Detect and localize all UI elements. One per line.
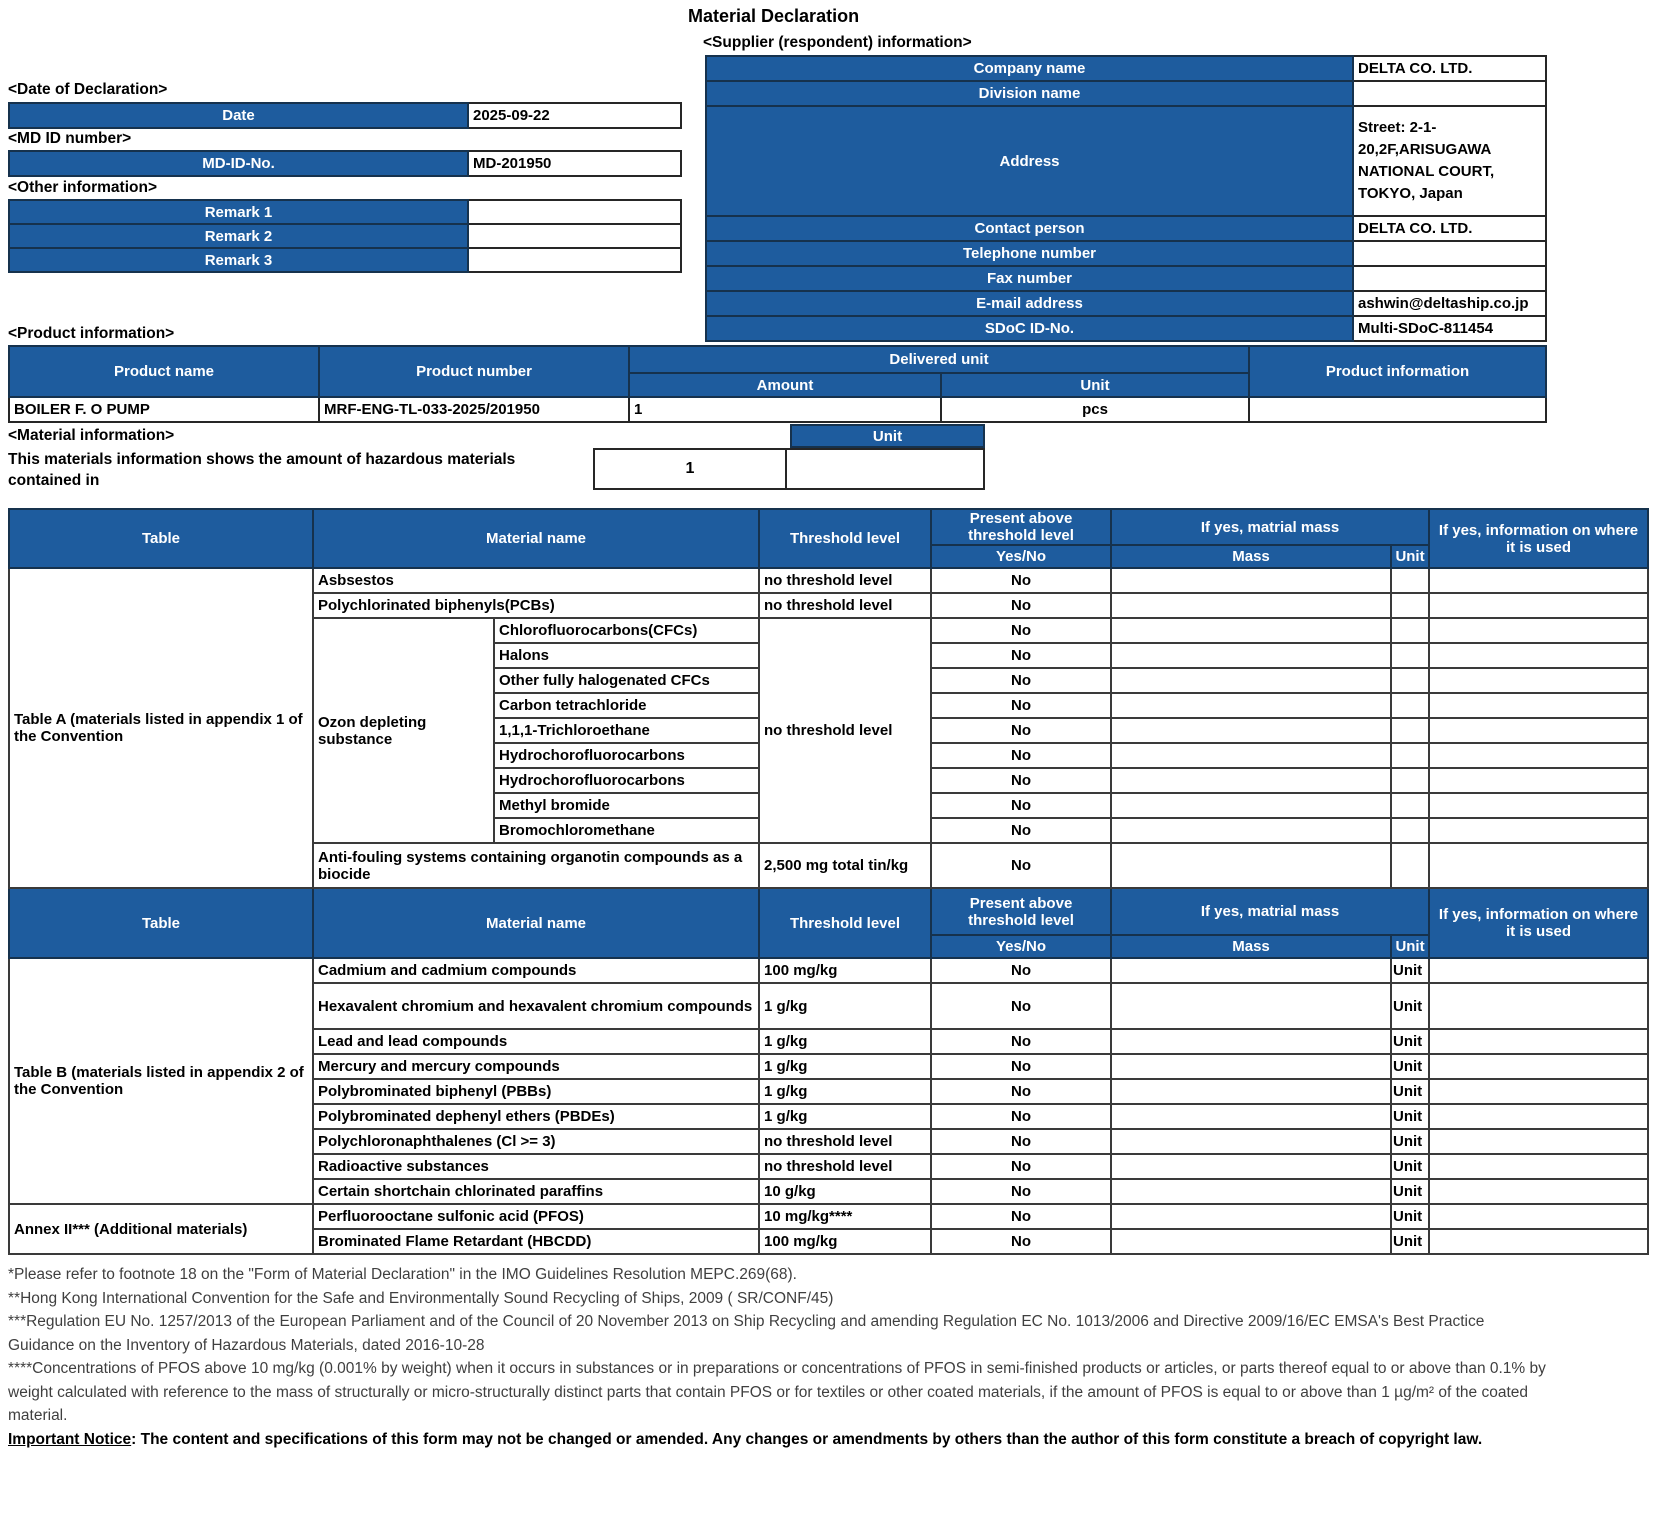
unit-cell[interactable]: Unit <box>1391 1029 1429 1054</box>
supplier-section-label: <Supplier (respondent) information> <box>703 34 972 51</box>
info-cell[interactable] <box>1429 1154 1648 1179</box>
table-row <box>9 568 1648 593</box>
unit-cell[interactable] <box>1391 618 1429 643</box>
material-name: Hydrochorofluorocarbons <box>494 768 759 793</box>
remark2-label: Remark 2 <box>9 224 468 248</box>
col-header-ifyes-info: If yes, information on where it is used <box>1429 509 1648 568</box>
annex-label: Annex II*** (Additional materials) <box>9 1204 313 1254</box>
mass-cell[interactable] <box>1111 1029 1391 1054</box>
yesno-cell[interactable]: No <box>931 618 1111 643</box>
remark1-label: Remark 1 <box>9 200 468 224</box>
yesno-cell[interactable]: No <box>931 1104 1111 1129</box>
col-header-material-name: Material name <box>313 888 759 958</box>
threshold: 2,500 mg total tin/kg <box>759 843 931 888</box>
info-cell[interactable] <box>1429 618 1648 643</box>
supplier-label-division: Division name <box>706 81 1353 106</box>
supplier-label-contact: Contact person <box>706 216 1353 241</box>
yesno-cell[interactable]: No <box>931 843 1111 888</box>
md-section-label: <MD ID number> <box>8 130 132 147</box>
mass-cell[interactable] <box>1111 618 1391 643</box>
supplier-value-address[interactable]: Street: 2-1-20,2F,ARISUGAWA NATIONAL COURT, TOKYO, Japan <box>1353 106 1546 216</box>
material-unit-header: Unit <box>790 424 985 448</box>
material-name: Asbsestos <box>313 568 759 593</box>
amount-header: Amount <box>629 373 941 397</box>
threshold: no threshold level <box>759 1154 931 1179</box>
mass-cell[interactable] <box>1111 793 1391 818</box>
supplier-label-telephone: Telephone number <box>706 241 1353 266</box>
supplier-label-sdoc: SDoC ID-No. <box>706 316 1353 341</box>
material-name: Brominated Flame Retardant (HBCDD) <box>313 1229 759 1254</box>
supplier-value-telephone[interactable] <box>1353 241 1546 266</box>
mass-cell[interactable] <box>1111 593 1391 618</box>
supplier-value-contact[interactable]: DELTA CO. LTD. <box>1353 216 1546 241</box>
table-b-label: Table B (materials listed in appendix 2 of the Convention <box>9 958 313 1204</box>
unit-cell[interactable] <box>1391 593 1429 618</box>
important-notice-label: Important Notice <box>8 1430 132 1448</box>
material-name: Perfluorooctane sulfonic acid (PFOS) <box>313 1204 759 1229</box>
info-cell[interactable] <box>1429 958 1648 983</box>
product-number-header: Product number <box>319 346 629 397</box>
material-name: 1,1,1-Trichloroethane <box>494 718 759 743</box>
threshold: no threshold level <box>759 1129 931 1154</box>
material-name: Hexavalent chromium and hexavalent chromium compounds <box>313 983 759 1029</box>
yesno-cell[interactable]: No <box>931 668 1111 693</box>
info-cell[interactable] <box>1429 743 1648 768</box>
info-cell[interactable] <box>1429 1229 1648 1254</box>
material-table <box>8 508 1649 1255</box>
unit-cell[interactable] <box>1391 768 1429 793</box>
yesno-cell[interactable]: No <box>931 1054 1111 1079</box>
mass-cell[interactable] <box>1111 768 1391 793</box>
unit-cell[interactable]: Unit <box>1391 1079 1429 1104</box>
col-header-material-name: Material name <box>313 509 759 568</box>
product-table <box>8 345 1547 423</box>
yesno-cell[interactable]: No <box>931 958 1111 983</box>
product-name-value[interactable]: BOILER F. O PUMP <box>9 397 319 422</box>
footnotes <box>8 1263 1548 1451</box>
col-header-mass: Mass <box>1111 935 1391 958</box>
unit-cell[interactable] <box>1391 793 1429 818</box>
table-row <box>9 1204 1648 1229</box>
unit-cell[interactable] <box>1391 743 1429 768</box>
footnote-3: ***Regulation EU No. 1257/2013 of the European Parliament and of the Council of 20 November 2013 on Ship Recycling and amending Regulation EC No. 1013/2006 and Directive 2009/16/EC EMSA's Best Practice Guidance on the Inventory of Hazardous Materials, dated 2016-10-28 <box>8 1313 1485 1354</box>
unit-cell[interactable] <box>1391 643 1429 668</box>
material-name: Carbon tetrachloride <box>494 693 759 718</box>
col-header-table: Table <box>9 888 313 958</box>
yesno-cell[interactable]: No <box>931 818 1111 843</box>
supplier-value-fax[interactable] <box>1353 266 1546 291</box>
yesno-cell[interactable]: No <box>931 1029 1111 1054</box>
unit-cell[interactable]: Unit <box>1391 958 1429 983</box>
col-header-ifyes-mass: If yes, matrial mass <box>1111 509 1429 545</box>
threshold: 10 mg/kg**** <box>759 1204 931 1229</box>
unit-cell[interactable] <box>1391 668 1429 693</box>
info-cell[interactable] <box>1429 843 1648 888</box>
yesno-cell[interactable]: No <box>931 693 1111 718</box>
threshold: 100 mg/kg <box>759 1229 931 1254</box>
mass-cell[interactable] <box>1111 983 1391 1029</box>
date-label: Date <box>9 103 468 128</box>
date-section-label: <Date of Declaration> <box>8 81 168 98</box>
product-number-value[interactable]: MRF-ENG-TL-033-2025/201950 <box>319 397 629 422</box>
unit-cell[interactable]: Unit <box>1391 1104 1429 1129</box>
product-info-value[interactable] <box>1249 397 1546 422</box>
unit-cell[interactable]: Unit <box>1391 1054 1429 1079</box>
yesno-cell[interactable]: No <box>931 643 1111 668</box>
col-header-table: Table <box>9 509 313 568</box>
info-cell[interactable] <box>1429 768 1648 793</box>
threshold: no threshold level <box>759 618 931 843</box>
threshold: no threshold level <box>759 568 931 593</box>
yesno-cell[interactable]: No <box>931 1204 1111 1229</box>
col-header-ifyes-info: If yes, information on where it is used <box>1429 888 1648 958</box>
threshold: 1 g/kg <box>759 1054 931 1079</box>
md-label: MD-ID-No. <box>9 151 468 176</box>
mass-cell[interactable] <box>1111 1129 1391 1154</box>
footnote-2: **Hong Kong International Convention for the Safe and Environmentally Sound Recycling of Ships, 2009 ( SR/CONF/45) <box>8 1289 834 1307</box>
material-name: Other fully halogenated CFCs <box>494 668 759 693</box>
important-notice <box>8 1428 1548 1452</box>
table-a-label: Table A (materials listed in appendix 1 of the Convention <box>9 568 313 888</box>
info-cell[interactable] <box>1429 1054 1648 1079</box>
unit-cell[interactable] <box>1391 693 1429 718</box>
mass-cell[interactable] <box>1111 668 1391 693</box>
ozone-group-label: Ozon depleting substance <box>313 618 494 843</box>
unit-cell[interactable]: Unit <box>1391 1204 1429 1229</box>
mass-cell[interactable] <box>1111 1154 1391 1179</box>
yesno-cell[interactable]: No <box>931 1079 1111 1104</box>
material-name: Chlorofluorocarbons(CFCs) <box>494 618 759 643</box>
col-header-unit: Unit <box>1391 935 1429 958</box>
mass-cell[interactable] <box>1111 1104 1391 1129</box>
page-title: Material Declaration <box>688 6 860 26</box>
info-cell[interactable] <box>1429 593 1648 618</box>
yesno-cell[interactable]: No <box>931 768 1111 793</box>
supplier-table <box>705 55 1547 342</box>
mass-cell[interactable] <box>1111 693 1391 718</box>
threshold: 1 g/kg <box>759 983 931 1029</box>
yesno-cell[interactable]: No <box>931 593 1111 618</box>
delivered-unit-header: Delivered unit <box>629 346 1249 373</box>
date-value[interactable]: 2025-09-22 <box>468 103 681 128</box>
threshold: 1 g/kg <box>759 1029 931 1054</box>
product-unit-value[interactable]: pcs <box>941 397 1249 422</box>
yesno-cell[interactable]: No <box>931 983 1111 1029</box>
supplier-value-company[interactable]: DELTA CO. LTD. <box>1353 56 1546 81</box>
supplier-label-address: Address <box>706 106 1353 216</box>
product-section-label: <Product information> <box>8 325 175 342</box>
yesno-cell[interactable]: No <box>931 1154 1111 1179</box>
yesno-cell[interactable]: No <box>931 1179 1111 1204</box>
material-name: Polybrominated biphenyl (PBBs) <box>313 1079 759 1104</box>
material-name: Polychloronaphthalenes (Cl >= 3) <box>313 1129 759 1154</box>
col-header-mass: Mass <box>1111 545 1391 568</box>
threshold: 100 mg/kg <box>759 958 931 983</box>
footnote-4: ****Concentrations of PFOS above 10 mg/kg (0.001% by weight) when it occurs in substances or in preparations or concentrations of PFOS in semi-finished products or articles, or parts thereof equal to or above than 0.1% by weight calculated with reference to the mass of structurally or micro-structurally distinct parts that contain PFOS or for textiles or other coated materials, if the amount of PFOS is equal to or above than 1 µg/m² of the coated material. <box>8 1360 1546 1424</box>
remark2-value[interactable] <box>468 224 681 248</box>
mass-cell[interactable] <box>1111 1054 1391 1079</box>
info-cell[interactable] <box>1429 693 1648 718</box>
info-cell[interactable] <box>1429 983 1648 1029</box>
mass-cell[interactable] <box>1111 1179 1391 1204</box>
material-name: Methyl bromide <box>494 793 759 818</box>
material-name: Halons <box>494 643 759 668</box>
remark3-label: Remark 3 <box>9 248 468 272</box>
mass-cell[interactable] <box>1111 958 1391 983</box>
material-name: Lead and lead compounds <box>313 1029 759 1054</box>
supplier-value-sdoc[interactable]: Multi-SDoC-811454 <box>1353 316 1546 341</box>
supplier-value-email[interactable]: ashwin@deltaship.co.jp <box>1353 291 1546 316</box>
material-name: Mercury and mercury compounds <box>313 1054 759 1079</box>
yesno-cell[interactable]: No <box>931 793 1111 818</box>
col-header-present: Present above threshold level <box>931 888 1111 935</box>
material-table-wrap <box>8 508 1649 1451</box>
supplier-label-email: E-mail address <box>706 291 1353 316</box>
unit-cell[interactable] <box>1391 568 1429 593</box>
unit-cell[interactable]: Unit <box>1391 983 1429 1029</box>
unit-cell[interactable]: Unit <box>1391 1179 1429 1204</box>
info-cell[interactable] <box>1429 1204 1648 1229</box>
important-notice-text: : The content and specifications of this form may not be changed or amended. Any changes or amendments by others than the author of this form constitute a breach of copyright law. <box>131 1430 1483 1448</box>
material-name: Certain shortchain chlorinated paraffins <box>313 1179 759 1204</box>
unit-cell[interactable] <box>1391 843 1429 888</box>
material-name: Cadmium and cadmium compounds <box>313 958 759 983</box>
material-name: Polychlorinated biphenyls(PCBs) <box>313 593 759 618</box>
info-cell[interactable] <box>1429 1129 1648 1154</box>
material-name: Bromochloromethane <box>494 818 759 843</box>
col-header-threshold: Threshold level <box>759 509 931 568</box>
unit-cell[interactable]: Unit <box>1391 1154 1429 1179</box>
table-row <box>9 958 1648 983</box>
unit-cell[interactable] <box>1391 818 1429 843</box>
remark1-value[interactable] <box>468 200 681 224</box>
footnote-1: *Please refer to footnote 18 on the "Form of Material Declaration" in the IMO Guidelines Resolution MEPC.269(68). <box>8 1266 797 1283</box>
info-cell[interactable] <box>1429 668 1648 693</box>
material-section-label: <Material information> <box>8 427 175 444</box>
col-header-ifyes-mass: If yes, matrial mass <box>1111 888 1429 935</box>
unit-cell[interactable]: Unit <box>1391 1129 1429 1154</box>
product-row <box>9 397 1546 422</box>
remarks-table <box>8 199 682 273</box>
yesno-cell[interactable]: No <box>931 743 1111 768</box>
threshold: 1 g/kg <box>759 1079 931 1104</box>
mass-cell[interactable] <box>1111 568 1391 593</box>
md-value[interactable]: MD-201950 <box>468 151 681 176</box>
yesno-cell[interactable]: No <box>931 568 1111 593</box>
mass-cell[interactable] <box>1111 818 1391 843</box>
material-description: This materials information shows the amount of hazardous materials contained in <box>8 451 516 489</box>
threshold: no threshold level <box>759 593 931 618</box>
material-name: Hydrochorofluorocarbons <box>494 743 759 768</box>
mass-cell[interactable] <box>1111 843 1391 888</box>
mass-cell[interactable] <box>1111 1204 1391 1229</box>
remark3-value[interactable] <box>468 248 681 272</box>
yesno-cell[interactable]: No <box>931 1229 1111 1254</box>
date-table <box>8 102 682 129</box>
material-name: Radioactive substances <box>313 1154 759 1179</box>
col-header-present: Present above threshold level <box>931 509 1111 545</box>
mass-cell[interactable] <box>1111 1229 1391 1254</box>
supplier-value-division[interactable] <box>1353 81 1546 106</box>
info-cell[interactable] <box>1429 718 1648 743</box>
info-cell[interactable] <box>1429 818 1648 843</box>
info-cell[interactable] <box>1429 1179 1648 1204</box>
unit-cell[interactable]: Unit <box>1391 1229 1429 1254</box>
product-name-header: Product name <box>9 346 319 397</box>
col-header-threshold: Threshold level <box>759 888 931 958</box>
col-header-yesno: Yes/No <box>931 545 1111 568</box>
info-cell[interactable] <box>1429 1029 1648 1054</box>
mass-cell[interactable] <box>1111 1079 1391 1104</box>
threshold: 10 g/kg <box>759 1179 931 1204</box>
col-header-yesno: Yes/No <box>931 935 1111 958</box>
product-info-header: Product information <box>1249 346 1546 397</box>
yesno-cell[interactable]: No <box>931 1129 1111 1154</box>
md-table <box>8 150 682 177</box>
info-cell[interactable] <box>1429 793 1648 818</box>
material-unit-value[interactable] <box>785 448 985 490</box>
info-cell[interactable] <box>1429 1104 1648 1129</box>
supplier-label-company: Company name <box>706 56 1353 81</box>
top-section <box>0 0 1653 506</box>
mass-cell[interactable] <box>1111 718 1391 743</box>
other-section-label: <Other information> <box>8 179 157 196</box>
info-cell[interactable] <box>1429 1079 1648 1104</box>
material-amount-value[interactable]: 1 <box>593 448 787 490</box>
yesno-cell[interactable]: No <box>931 718 1111 743</box>
info-cell[interactable] <box>1429 568 1648 593</box>
threshold: 1 g/kg <box>759 1104 931 1129</box>
material-name: Polybrominated dephenyl ethers (PBDEs) <box>313 1104 759 1129</box>
mass-cell[interactable] <box>1111 743 1391 768</box>
col-header-unit: Unit <box>1391 545 1429 568</box>
supplier-label-fax: Fax number <box>706 266 1353 291</box>
unit-header: Unit <box>941 373 1249 397</box>
info-cell[interactable] <box>1429 643 1648 668</box>
product-amount-value[interactable]: 1 <box>629 397 941 422</box>
material-name: Anti-fouling systems containing organotin compounds as a biocide <box>313 843 759 888</box>
unit-cell[interactable] <box>1391 718 1429 743</box>
mass-cell[interactable] <box>1111 643 1391 668</box>
